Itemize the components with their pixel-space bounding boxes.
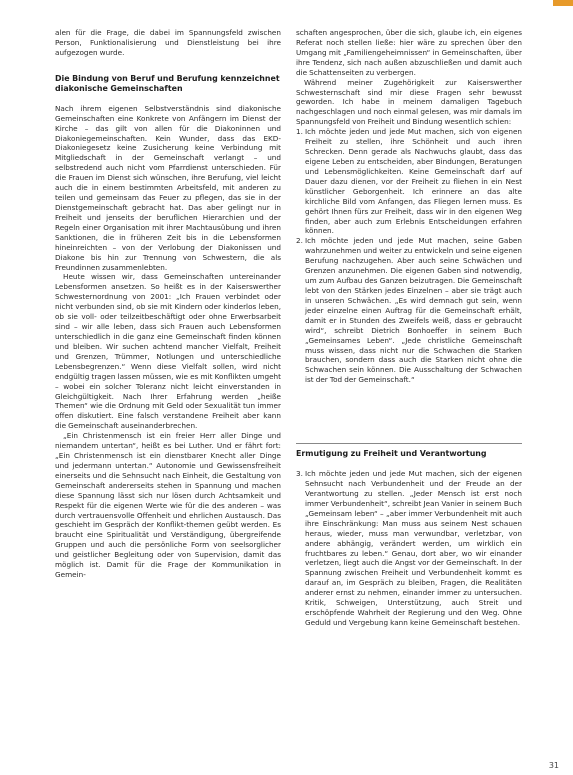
list-item-text: Ich möchte jeden und jede Mut machen, sich von eigenen Freiheit zu stellen, ihre Schönheit und auch ihren Schrecken. Denn gerade als Nachwuchs glaubt, dass das eigene Leben zu entscheiden, aber Bindungen, Beratungen und Lebensmöglichkeiten. Keine Gemeinschaft darf auf Dauer dazu dienen, vor der Freiheit zu fliehen in ein Nest künstlicher Geborgenheit. Ich erinnere an das alte kirchliche Bild vom Anfangen, das Fliegen lernen muss. Es gehört Ihnen fürs zur Freiheit, dass wir in den eigenen Weg finden, aber auch zum Erlebnis Entscheidungen erfahren können.	[305, 127, 522, 236]
section-divider	[296, 443, 522, 444]
left-paragraph-2: Heute wissen wir, dass Gemeinschaften untereinander Lebensformen ansetzen. So heißt es in der Kaiserswerther Schwesternordnung von 2001: „Ich Frauen verbindet oder nicht verbunden sind, ob sie mit Kindern oder kinderlos leben, ob sie voll- oder teilzeitbeschäftigt oder ohne Erwerbsarbeit sind – wir alle leben, dass sich Frauen auch Lebensformen unterschiedlich in die ganz eine Gemeinschaft finden können und bleiben. Wir suchen achtend mancher Vielfalt, Freiheit und Grenzen, Trümmer, Notlungen und unterschiedliche Lebensbegrenzen.“ Wenn diese Vielfalt sollen, wird nicht endgültig tragen lassen müssen, wie es mit Konflikten umgeht – wobei ein solcher Toleranz nicht leicht einverstanden in Gleichgültigkeit. Nach Ihrer Erfahrung werden „heiße Themen“ wie die Ordnung mit Geld oder Sexualität tun immer offen diskutiert. Eine falsch verstandene Freiheit aber kann die Gemeinschaft auseinanderbrechen.	[55, 272, 281, 431]
column-gap	[296, 385, 522, 443]
list-item	[296, 236, 522, 385]
list-number: 3.	[296, 469, 303, 479]
left-paragraph-3: „Ein Christenmensch ist ein freier Herr aller Dinge und niemandem untertan“, heißt es bei Luther. Und er fährt fort: „Ein Christenmensch ist ein dienstbarer Knecht aller Dinge und jedermann untertan.“ Autonomie und Gewissensfreiheit einerseits und die Sehnsucht nach Einheit, die Gestaltung von Gemeinschaft andererseits stehen in Spannung und machen diese Spannung lässt sich nur lösen durch Achtsamkeit und Respekt für die eigenen Werte wie für die des anderen – was durch vertrauensvolle Offenheit und ehrlichen Austausch. Das geschieht im Gespräch der Konflikt-themen geübt werden. Es braucht eine Spiritualität und Verständigung, übergreifende Gruppen und auch die persönliche Form von seelsorglicher und geistlicher Begleitung oder von Supervision, damit das möglich ist. Damit für die Frage der Kommunikation in Gemein-	[55, 431, 281, 580]
list-item-text: Ich möchte jeden und jede Mut machen, seine Gaben wahrzunehmen und weiter zu entwickeln und seine eigenen Berufung nachzugehen. Aber auch seine Schwächen und Grenzen anzunehmen. Die eigenen Gaben sind notwendig, um zum Aufbau des Ganzen beizutragen. Die Gemeinschaft lebt von den Stärken jedes Einzelnen – aber sie trägt auch in unseren Schwächen. „Es wird demnach gut sein, wenn jeder einzelne einen Auftrag für die Gemeinschaft erhält, damit er in Stunden des Zweifels weiß, dass er gebraucht wird“, schreibt Dietrich Bonhoeffer in seinem Buch „Gemeinsames Leben“. „Jede christliche Gemeinschaft muss wissen, dass nicht nur die Schwachen die Starken brauchen, sondern dass auch die Starken nicht ohne die Schwachen sein können. Die Ausschaltung der Schwachen ist der Tod der Gemeinschaft.“	[305, 236, 522, 385]
list-number: 2.	[296, 236, 303, 246]
right-column	[296, 28, 522, 628]
left-column	[55, 28, 281, 580]
page-number: 31	[548, 761, 559, 770]
numbered-list-one	[296, 127, 522, 385]
numbered-list-two	[296, 469, 522, 628]
right-intro-paragraph-2: Während meiner Zugehörigkeit zur Kaiserswerther Schwesternschaft sind mir diese Fragen sehr bewusst geworden. Ich habe in meinem damaligen Tagebuch nachgeschlagen und noch einmal gelesen, was mir damals im Spannungsfeld von Freiheit und Bindung wesentlich schien:	[296, 77, 522, 127]
list-item	[296, 469, 522, 628]
left-paragraph-1: Nach ihrem eigenen Selbstverständnis sind diakonische Gemeinschaften eine Konkrete von Anfängern im Dienst der Kirche – das gilt von allen für die Diakoninnen und Diakoniegemeinschaften. Kein Wunder, dass das EKD-Diakoniegesetz keine Zusicherung keine Verbindung mit Mitgliedschaft in der Gemeinschaft verlangt – und selbstredend auch nicht vom Pfarrdienst unterschieden. Für die Frauen im Dienst sich wünschen, ihre Berufung, viel leicht auch die in einem bestimmten Arbeitsfeld, mit anderen zu teilen und gemeinsam das Feuer zu pflegen, das sie in der Dienstgemeinschaft gebracht hat. Das aber gelingt nur in Freiheit und jenseits der beruflichen Hierarchien und der Regeln einer Organisation mit ihrer Machtausübung und ihren Sanktionen, die in früheren Zeit bis in die Lebensformen hineinreichten – von der Verlobung der Diakonissen und Diakone bis hin zur Trennung von Schwestern, die als Freundinnen zusammenlebten.	[55, 103, 281, 272]
left-intro-paragraph: alen für die Frage, die dabei im Spannungsfeld zwischen Person, Funktionalisierung und Dienstleistung bei ihre aufgezogen wurde.	[55, 28, 281, 57]
list-item-text: Ich möchte jeden und jede Mut machen, sich der eigenen Sehnsucht nach Verbundenheit und der Freude an der Verantwortung zu stellen. „Jeder Mensch ist erst noch immer Verbundenheit“, schreibt Jean Vanier in seinem Buch „Gemeinsam leben“ – „aber immer Verbundenheit mit auch ihre Einschränkung: Man muss aus seinem Nest schauen heraus, wieder, muss man verwundbar, verletzbar, von andere abhängig, verändert werden, um wirklich ein fruchtbares zu leben.“ Genau, dort aber, wo wir einander verletzen, liegt auch die Angst vor der Gemeinschaft. In der Spannung zwischen Freiheit und Verbundenheit kommt es darauf an, im Gespräch zu bleiben, Fragen, die Realitäten anderer ernst zu nehmen, einander immer zu untersuchen. Kritik, Schweigen, Unterstützung, auch Streit und erschöpfende Wahrheit der Regierung und den Weg. Ohne Geduld und Vergebung kann keine Gemeinschaft bestehen.	[305, 469, 522, 628]
section-heading-ermutigung: Ermutigung zu Freiheit und Verantwortung	[296, 449, 487, 459]
right-intro-paragraph-1: schaften angesprochen, über die sich, glaube ich, ein eigenes Referat noch stellen ließe: hier wäre zu sprechen über den Umgang mit „Familiengeheimnissen“ in Gemeinschaften, über ihre Tendenz, sich nach außen abzuschließen und damit auch die Schattenseiten zu verbergen.	[296, 28, 522, 77]
list-number: 1.	[296, 127, 303, 137]
corner-accent-mark	[553, 0, 573, 6]
list-item	[296, 127, 522, 236]
section-heading-diakonie: Die Bindung von Beruf und Berufung kennzeichnet diakonische Gemeinschaften	[55, 73, 280, 93]
